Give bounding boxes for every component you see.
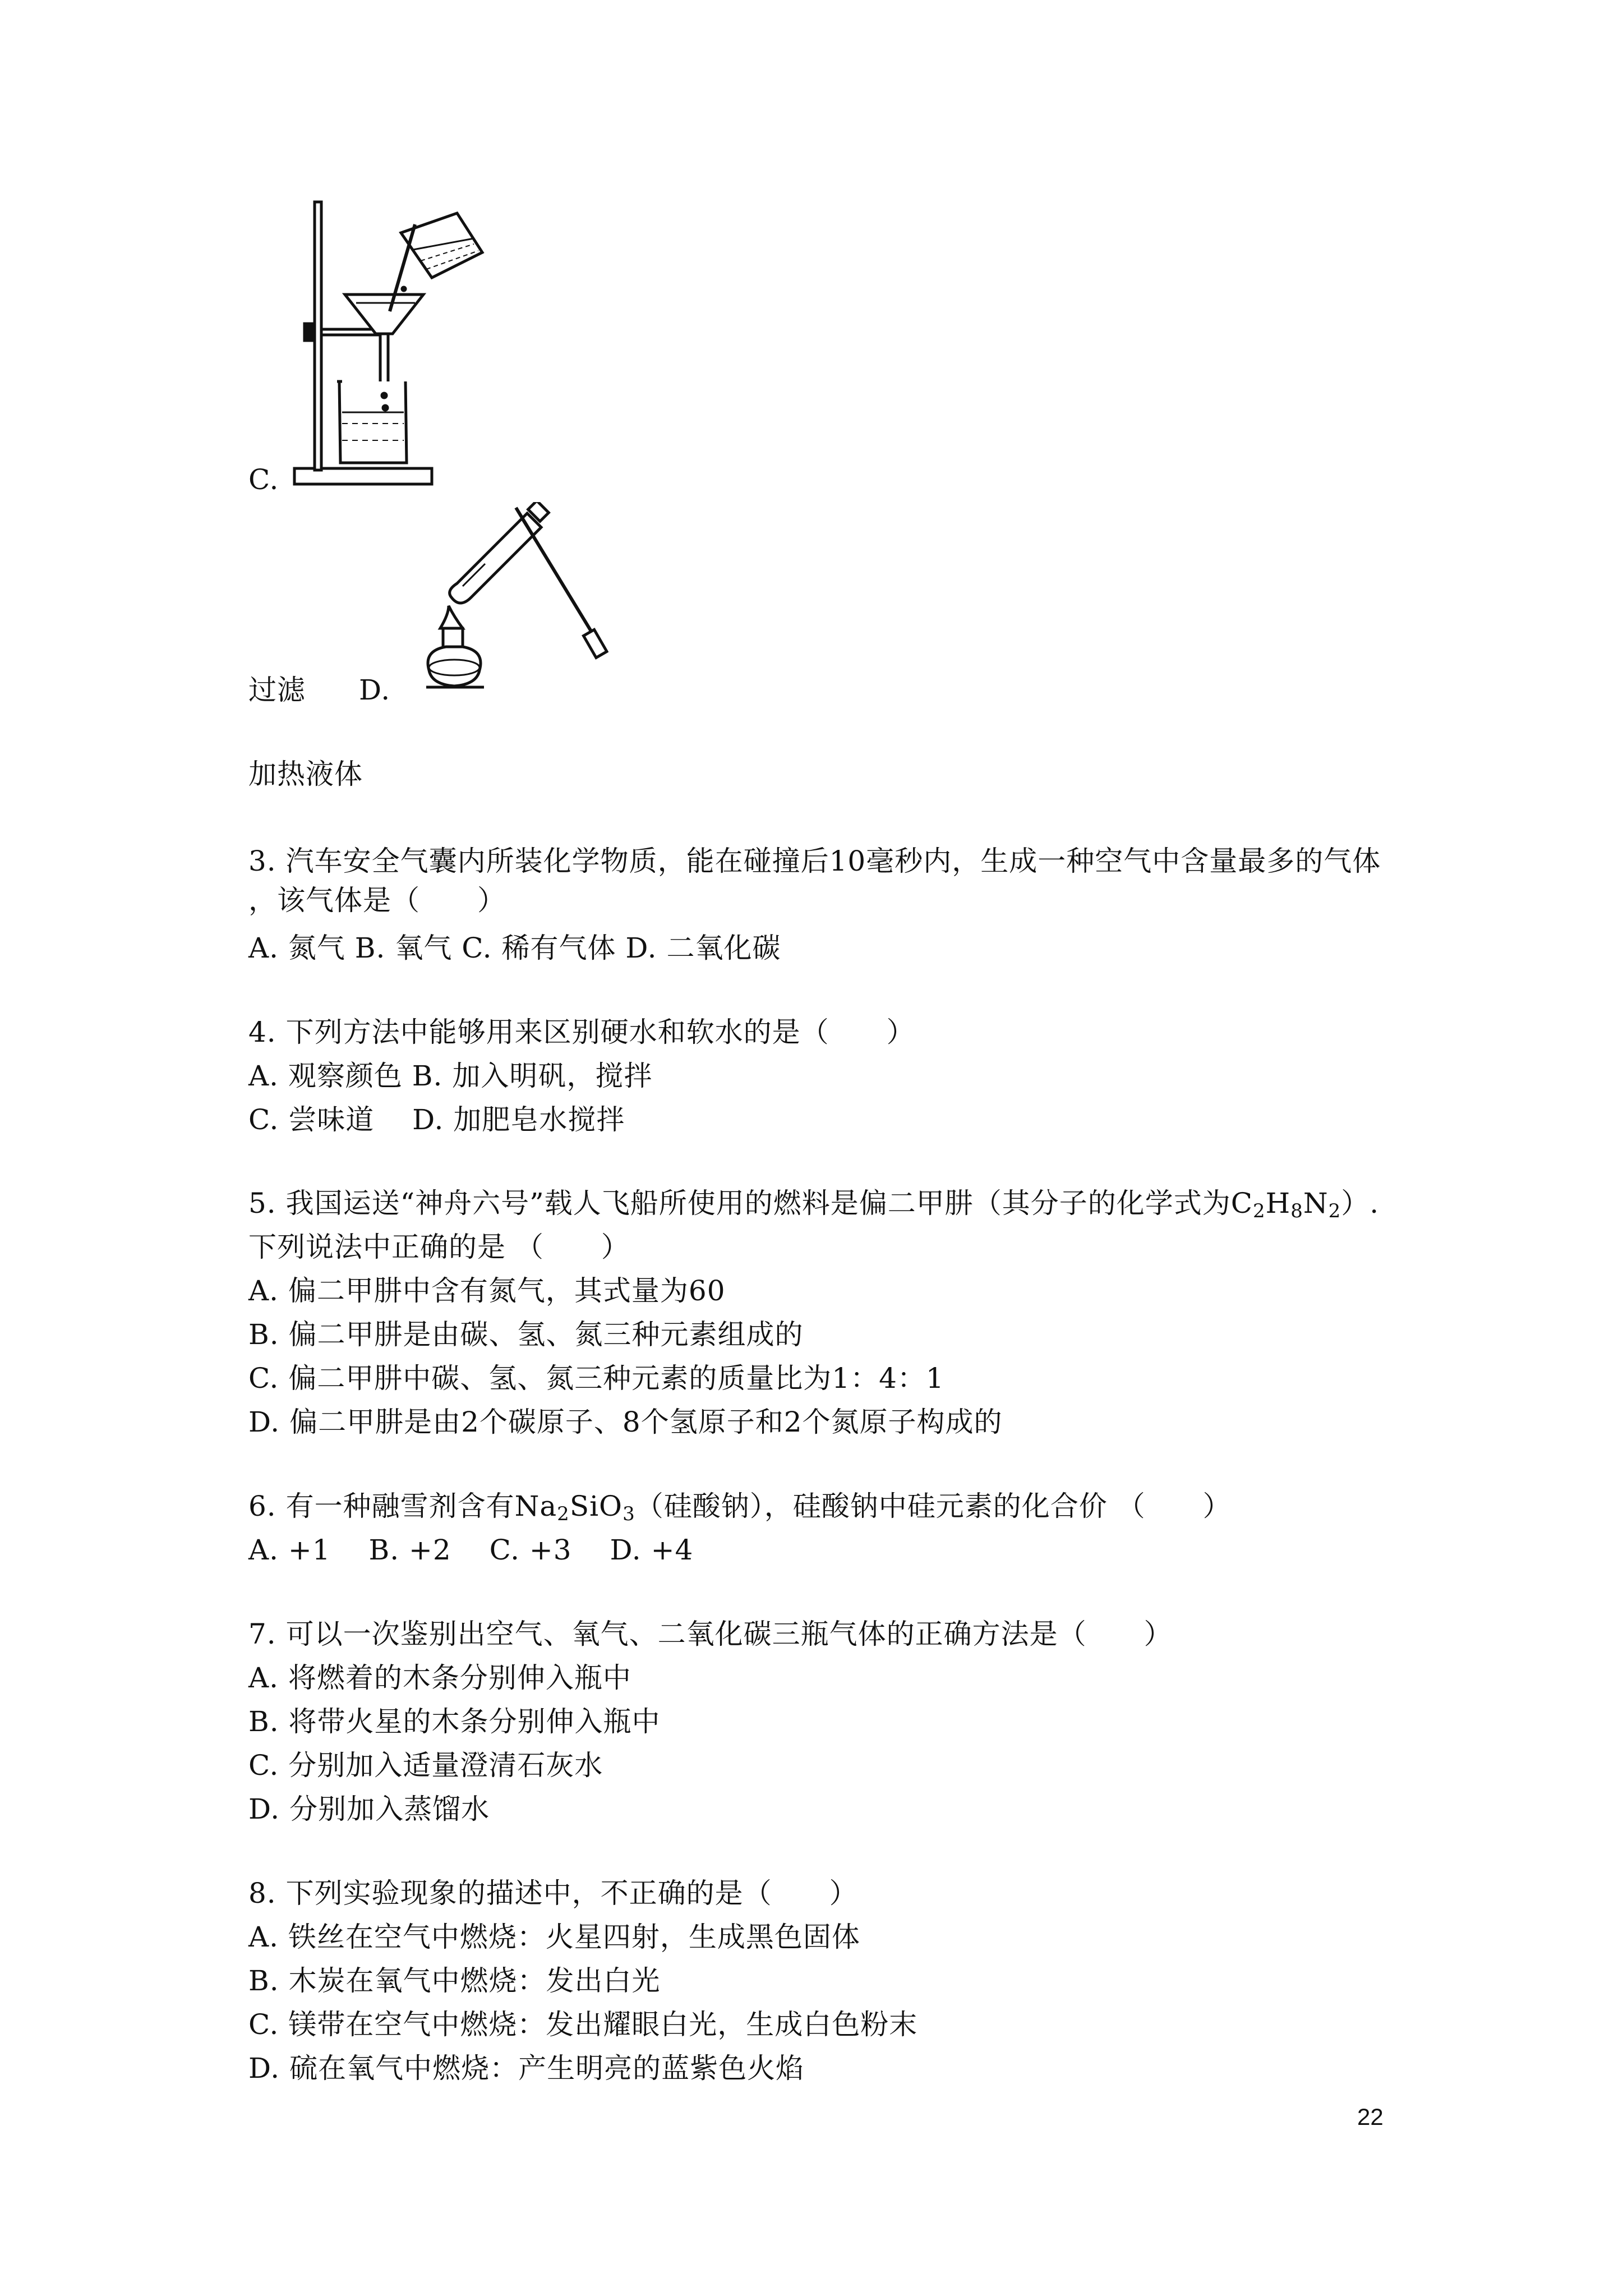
- q5-sub-n: 2: [1328, 1200, 1341, 1222]
- q8-option-d: D. 硫在氧气中燃烧：产生明亮的蓝紫色火焰: [248, 2052, 805, 2085]
- q3-stem-line1: 3. 汽车安全气囊内所装化学物质，能在碰撞后10毫秒内，生成一种空气中含量最多的气体: [248, 845, 1381, 877]
- q6-si: SiO: [569, 1490, 623, 1522]
- q5-option-a: A. 偏二甲肼中含有氮气，其式量为60: [248, 1274, 726, 1307]
- filtration-apparatus-figure: [289, 199, 502, 491]
- q5-option-c: C. 偏二甲肼中碳、氢、氮三种元素的质量比为1：4：1: [248, 1362, 944, 1395]
- q5-stem-end: ）.: [1341, 1187, 1380, 1220]
- q8-stem: 8. 下列实验现象的描述中，不正确的是（ ）: [248, 1877, 858, 1910]
- q8-option-b: B. 木炭在氧气中燃烧：发出白光: [248, 1964, 661, 1997]
- q6-stem-text: 6. 有一种融雪剂含有Na: [248, 1490, 557, 1522]
- q6-stem: [248, 1489, 1232, 1523]
- q6-stem-end: （硅酸钠），硅酸钠中硅元素的化合价 （ ）: [635, 1490, 1232, 1522]
- figure-c-label: C.: [248, 463, 279, 496]
- q5-stem-text: 5. 我国运送“神舟六号”载人飞船所使用的燃料是偏二甲肼（其分子的化学式为C: [248, 1187, 1253, 1220]
- q7-option-d: D. 分别加入蒸馏水: [248, 1793, 490, 1825]
- filter-caption: 过滤: [248, 674, 306, 706]
- q4-stem: 4. 下列方法中能够用来区别硬水和软水的是（ ）: [248, 1016, 915, 1048]
- q7-option-c: C. 分别加入适量澄清石灰水: [248, 1749, 603, 1782]
- q3-stem-line2: ，该气体是（ ）: [248, 884, 506, 917]
- figure-d-label: D.: [359, 674, 391, 706]
- q5-stem-line2: 下列说法中正确的是 （ ）: [248, 1231, 630, 1263]
- q5-sub-h: 8: [1290, 1200, 1303, 1222]
- q5-sub-c: 2: [1252, 1200, 1266, 1222]
- q7-option-b: B. 将带火星的木条分别伸入瓶中: [248, 1705, 661, 1738]
- q8-option-c: C. 镁带在空气中燃烧：发出耀眼白光，生成白色粉末: [248, 2008, 918, 2041]
- figure-labels-row: [248, 673, 390, 707]
- q3-options: A. 氮气 B. 氧气 C. 稀有气体 D. 二氧化碳: [248, 932, 781, 964]
- q5-stem-line1: [248, 1186, 1379, 1220]
- q5-option-b: B. 偏二甲肼是由碳、氢、氮三种元素组成的: [248, 1318, 804, 1351]
- q4-options-line2: C. 尝味道 D. 加肥皂水搅拌: [248, 1103, 625, 1136]
- q4-options-line1: A. 观察颜色 B. 加入明矾，搅拌: [248, 1060, 653, 1092]
- q7-option-a: A. 将燃着的木条分别伸入瓶中: [248, 1662, 631, 1694]
- q6-options: A. +1 B. +2 C. +3 D. +4: [248, 1534, 694, 1566]
- q5-n: N: [1303, 1187, 1329, 1220]
- q6-sub-o: 3: [623, 1503, 635, 1525]
- q7-stem: 7. 可以一次鉴别出空气、氧气、二氧化碳三瓶气体的正确方法是（ ）: [248, 1618, 1173, 1650]
- q6-sub-na: 2: [557, 1503, 570, 1525]
- q5-h: H: [1265, 1187, 1291, 1220]
- heat-caption: 加热液体: [248, 758, 363, 790]
- page-number: 22: [1357, 2104, 1384, 2130]
- heating-liquid-figure: [418, 502, 608, 704]
- q8-option-a: A. 铁丝在空气中燃烧：火星四射，生成黑色固体: [248, 1921, 860, 1953]
- q5-option-d: D. 偏二甲肼是由2个碳原子、8个氢原子和2个氮原子构成的: [248, 1406, 1003, 1438]
